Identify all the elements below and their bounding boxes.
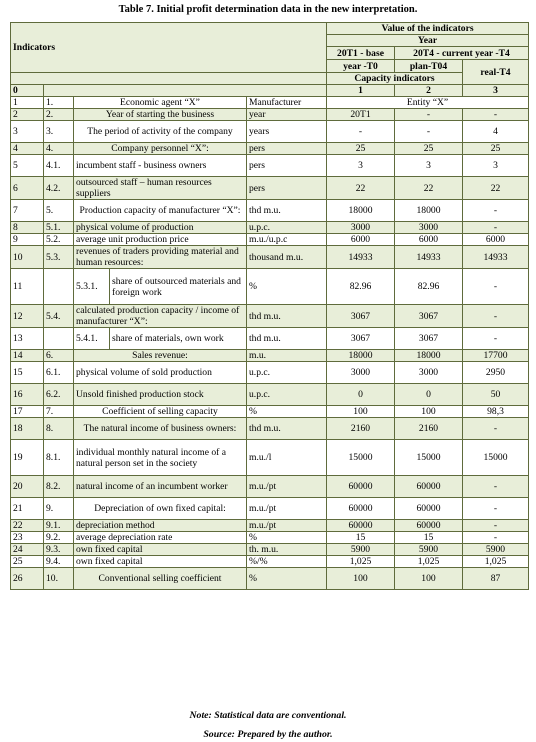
row-value-plan: 14933 xyxy=(395,246,463,269)
row-value-plan: 60000 xyxy=(395,520,463,532)
row-number: 26 xyxy=(11,568,44,590)
index-cell: 3 xyxy=(463,85,529,97)
row-code: 6.1. xyxy=(44,362,74,384)
row-indicator: physical volume of sold production xyxy=(74,362,247,384)
row-unit: % xyxy=(247,532,327,544)
row-unit: u.p.c. xyxy=(247,384,327,406)
row-value-base: 15 xyxy=(327,532,395,544)
row-indicator: outsourced staff – human resources suppliers xyxy=(74,177,247,200)
row-indicator: own fixed capital xyxy=(74,544,247,556)
row-indicator: incumbent staff - business owners xyxy=(74,155,247,177)
row-value-base: 18000 xyxy=(327,200,395,222)
row-value-base: 100 xyxy=(327,406,395,418)
row-value-base: 3 xyxy=(327,155,395,177)
row-value-base: 15000 xyxy=(327,440,395,476)
row-number: 20 xyxy=(11,476,44,498)
row-number: 4 xyxy=(11,143,44,155)
table-row xyxy=(11,269,529,305)
table-row xyxy=(11,440,529,476)
row-value-real: - xyxy=(463,200,529,222)
row-unit: u.p.c. xyxy=(247,362,327,384)
row-value-real: - xyxy=(463,305,529,328)
header-blank xyxy=(11,73,327,85)
row-number: 12 xyxy=(11,305,44,328)
row-value-plan: 3000 xyxy=(395,222,463,234)
row-value-plan: - xyxy=(395,109,463,121)
row-indicator: Company personnel “X”: xyxy=(74,143,247,155)
row-value-real: 17700 xyxy=(463,350,529,362)
row-value-real: 87 xyxy=(463,568,529,590)
row-number: 10 xyxy=(11,246,44,269)
header-value-of-indicators: Value of the indicators xyxy=(327,23,529,35)
table-row xyxy=(11,305,529,328)
row-value-base: 3000 xyxy=(327,362,395,384)
table-row xyxy=(11,362,529,384)
header-plan: plan-T04 xyxy=(395,60,463,73)
row-value-real: 5900 xyxy=(463,544,529,556)
row-value-real: 6000 xyxy=(463,234,529,246)
row-unit: thd m.u. xyxy=(247,418,327,440)
row-number: 15 xyxy=(11,362,44,384)
row-value-real: 3 xyxy=(463,155,529,177)
index-row xyxy=(11,85,529,97)
row-unit: m.u./pt xyxy=(247,476,327,498)
row-unit: % xyxy=(247,406,327,418)
row-code: 4. xyxy=(44,143,74,155)
row-indicator: Sales revenue: xyxy=(74,350,247,362)
row-value-base: 60000 xyxy=(327,498,395,520)
row-value-base: 22 xyxy=(327,177,395,200)
row-value-plan: 100 xyxy=(395,568,463,590)
row-unit: m.u./l xyxy=(247,440,327,476)
row-code: 1. xyxy=(44,97,74,109)
row-number: 9 xyxy=(11,234,44,246)
row-number: 21 xyxy=(11,498,44,520)
row-unit: %/% xyxy=(247,556,327,568)
row-value-base: 82.96 xyxy=(327,269,395,305)
row-unit: m.u./pt xyxy=(247,520,327,532)
row-code: 8.2. xyxy=(44,476,74,498)
row-indicator: share of outsourced materials and foreign work xyxy=(110,269,247,305)
row-number: 25 xyxy=(11,556,44,568)
row-code: 8.1. xyxy=(44,440,74,476)
table-row xyxy=(11,143,529,155)
row-value-plan: 60000 xyxy=(395,476,463,498)
row-value-plan: 15 xyxy=(395,532,463,544)
header-capacity: Capacity indicators xyxy=(327,73,463,85)
table-row xyxy=(11,350,529,362)
row-value-base: 100 xyxy=(327,568,395,590)
row-value-real: - xyxy=(463,520,529,532)
row-unit: % xyxy=(247,568,327,590)
row-number: 22 xyxy=(11,520,44,532)
row-value-plan: 22 xyxy=(395,177,463,200)
row-value-real: - xyxy=(463,269,529,305)
index-cell xyxy=(44,85,327,97)
table-row xyxy=(11,155,529,177)
row-value-real: 50 xyxy=(463,384,529,406)
row-value-plan: 1,025 xyxy=(395,556,463,568)
index-cell: 1 xyxy=(327,85,395,97)
row-value-real: 14933 xyxy=(463,246,529,269)
row-number: 7 xyxy=(11,200,44,222)
row-indicator: Economic agent “X” xyxy=(74,97,247,109)
row-value-base: 3000 xyxy=(327,222,395,234)
header-base-year-line2: year -T0 xyxy=(327,60,395,73)
row-value-real: 15000 xyxy=(463,440,529,476)
row-value-real: - xyxy=(463,476,529,498)
row-unit: % xyxy=(247,269,327,305)
header-year: Year xyxy=(327,35,529,47)
row-value-plan: 2160 xyxy=(395,418,463,440)
row-code: 5.2. xyxy=(44,234,74,246)
table-row xyxy=(11,200,529,222)
row-value-base: 18000 xyxy=(327,350,395,362)
row-value-real: - xyxy=(463,109,529,121)
row-code: 6.2. xyxy=(44,384,74,406)
row-value-real: 25 xyxy=(463,143,529,155)
row-value-base: - xyxy=(327,121,395,143)
row-unit: m.u./pt xyxy=(247,498,327,520)
row-value-base: 3067 xyxy=(327,305,395,328)
table-row xyxy=(11,384,529,406)
row-indicator: average depreciation rate xyxy=(74,532,247,544)
table-row xyxy=(11,544,529,556)
table-note: Note: Statistical data are conventional. xyxy=(189,710,347,721)
table-row xyxy=(11,97,529,109)
row-code: 5. xyxy=(44,200,74,222)
row-value-plan: 3 xyxy=(395,155,463,177)
row-number: 1 xyxy=(11,97,44,109)
row-unit: m.u. xyxy=(247,350,327,362)
row-code: 9. xyxy=(44,498,74,520)
row-number: 2 xyxy=(11,109,44,121)
table-row xyxy=(11,476,529,498)
row-code xyxy=(44,269,74,305)
row-value-real: - xyxy=(463,532,529,544)
row-indicator: Unsold finished production stock xyxy=(74,384,247,406)
row-indicator: depreciation method xyxy=(74,520,247,532)
row-value-real: 4 xyxy=(463,121,529,143)
row-indicator: Depreciation of own fixed capital: xyxy=(74,498,247,520)
row-unit: years xyxy=(247,121,327,143)
row-indicator: natural income of an incumbent worker xyxy=(74,476,247,498)
row-code: 7. xyxy=(44,406,74,418)
row-number: 17 xyxy=(11,406,44,418)
row-number: 18 xyxy=(11,418,44,440)
table-title: Table 7. Initial profit determination data in the new interpretation. xyxy=(118,4,418,15)
row-value-plan: 18000 xyxy=(395,350,463,362)
row-code: 3. xyxy=(44,121,74,143)
row-indicator: calculated production capacity / income of manufacturer “X”: xyxy=(74,305,247,328)
row-value-plan: 3000 xyxy=(395,362,463,384)
table-row xyxy=(11,121,529,143)
row-code: 4.2. xyxy=(44,177,74,200)
table-row xyxy=(11,568,529,590)
row-number: 19 xyxy=(11,440,44,476)
row-code: 9.2. xyxy=(44,532,74,544)
row-indicator: individual monthly natural income of a natural person set in the society xyxy=(74,440,247,476)
table-row xyxy=(11,246,529,269)
row-code: 2. xyxy=(44,109,74,121)
table-row xyxy=(11,109,529,121)
row-indicator: The period of activity of the company xyxy=(74,121,247,143)
row-code: 9.4. xyxy=(44,556,74,568)
row-value-real: 22 xyxy=(463,177,529,200)
row-value-base: 0 xyxy=(327,384,395,406)
row-number: 11 xyxy=(11,269,44,305)
header-current-year: 20T4 - current year -T4 xyxy=(395,47,529,60)
row-unit: pers xyxy=(247,143,327,155)
row-value-plan: 15000 xyxy=(395,440,463,476)
row-number: 8 xyxy=(11,222,44,234)
row-indicator: average unit production price xyxy=(74,234,247,246)
row-value-base: 5900 xyxy=(327,544,395,556)
row-indicator: The natural income of business owners: xyxy=(74,418,247,440)
table-row xyxy=(11,406,529,418)
table-row xyxy=(11,222,529,234)
row-value-plan: 25 xyxy=(395,143,463,155)
table-source: Source: Prepared by the author. xyxy=(203,729,333,740)
row-value-real: 98,3 xyxy=(463,406,529,418)
row-number: 3 xyxy=(11,121,44,143)
row-indicator: Year of starting the business xyxy=(74,109,247,121)
row-value-real: - xyxy=(463,222,529,234)
row-code: 5.1. xyxy=(44,222,74,234)
row-unit: thousand m.u. xyxy=(247,246,327,269)
row-unit: thd m.u. xyxy=(247,328,327,350)
row-value-base: 6000 xyxy=(327,234,395,246)
row-code: 4.1. xyxy=(44,155,74,177)
row-value-base: 3067 xyxy=(327,328,395,350)
row-value-merged: Entity “X” xyxy=(327,97,529,109)
index-cell: 2 xyxy=(395,85,463,97)
row-code xyxy=(44,328,74,350)
row-value-real: - xyxy=(463,328,529,350)
row-unit: m.u./u.p.c xyxy=(247,234,327,246)
row-indicator: Conventional selling coefficient xyxy=(74,568,247,590)
index-cell: 0 xyxy=(11,85,44,97)
row-value-real: 2950 xyxy=(463,362,529,384)
row-number: 13 xyxy=(11,328,44,350)
row-code: 9.3. xyxy=(44,544,74,556)
header-real: real-T4 xyxy=(463,60,529,85)
row-value-plan: 0 xyxy=(395,384,463,406)
row-number: 14 xyxy=(11,350,44,362)
table-row xyxy=(11,498,529,520)
data-table xyxy=(10,22,529,590)
row-code: 5.3. xyxy=(44,246,74,269)
row-value-base: 14933 xyxy=(327,246,395,269)
row-number: 6 xyxy=(11,177,44,200)
header-indicators: Indicators xyxy=(11,23,327,73)
row-value-real: 1,025 xyxy=(463,556,529,568)
row-value-plan: 100 xyxy=(395,406,463,418)
table-row xyxy=(11,520,529,532)
row-code: 9.1. xyxy=(44,520,74,532)
row-value-plan: 3067 xyxy=(395,328,463,350)
row-indicator: own fixed capital xyxy=(74,556,247,568)
row-indicator: physical volume of production xyxy=(74,222,247,234)
row-indicator: share of materials, own work xyxy=(110,328,247,350)
row-value-plan: 6000 xyxy=(395,234,463,246)
row-code: 8. xyxy=(44,418,74,440)
row-number: 5 xyxy=(11,155,44,177)
header-base-year-line1: 20T1 - base xyxy=(327,47,395,60)
row-unit: pers xyxy=(247,155,327,177)
row-unit: th. m.u. xyxy=(247,544,327,556)
row-value-plan: 60000 xyxy=(395,498,463,520)
row-unit: thd m.u. xyxy=(247,305,327,328)
row-code: 10. xyxy=(44,568,74,590)
row-unit: year xyxy=(247,109,327,121)
table-row xyxy=(11,556,529,568)
row-unit: thd m.u. xyxy=(247,200,327,222)
row-value-base: 1,025 xyxy=(327,556,395,568)
row-subcode: 5.4.1. xyxy=(74,328,110,350)
row-value-base: 60000 xyxy=(327,520,395,532)
row-value-base: 60000 xyxy=(327,476,395,498)
row-indicator: Production capacity of manufacturer “X”: xyxy=(74,200,247,222)
row-unit: pers xyxy=(247,177,327,200)
row-indicator: revenues of traders providing material and human resources: xyxy=(74,246,247,269)
row-value-plan: 18000 xyxy=(395,200,463,222)
table-row xyxy=(11,532,529,544)
row-value-base: 20T1 xyxy=(327,109,395,121)
row-indicator: Coefficient of selling capacity xyxy=(74,406,247,418)
table-row xyxy=(11,177,529,200)
row-number: 24 xyxy=(11,544,44,556)
row-subcode: 5.3.1. xyxy=(74,269,110,305)
row-value-plan: 3067 xyxy=(395,305,463,328)
row-number: 16 xyxy=(11,384,44,406)
table-row xyxy=(11,418,529,440)
row-code: 5.4. xyxy=(44,305,74,328)
row-value-real: - xyxy=(463,418,529,440)
row-value-base: 25 xyxy=(327,143,395,155)
row-value-real: - xyxy=(463,498,529,520)
row-value-base: 2160 xyxy=(327,418,395,440)
row-unit: Manufacturer xyxy=(247,97,327,109)
row-number: 23 xyxy=(11,532,44,544)
row-value-plan: - xyxy=(395,121,463,143)
table-row xyxy=(11,234,529,246)
row-value-plan: 5900 xyxy=(395,544,463,556)
row-unit: u.p.c. xyxy=(247,222,327,234)
table-row xyxy=(11,328,529,350)
row-value-plan: 82.96 xyxy=(395,269,463,305)
row-code: 6. xyxy=(44,350,74,362)
